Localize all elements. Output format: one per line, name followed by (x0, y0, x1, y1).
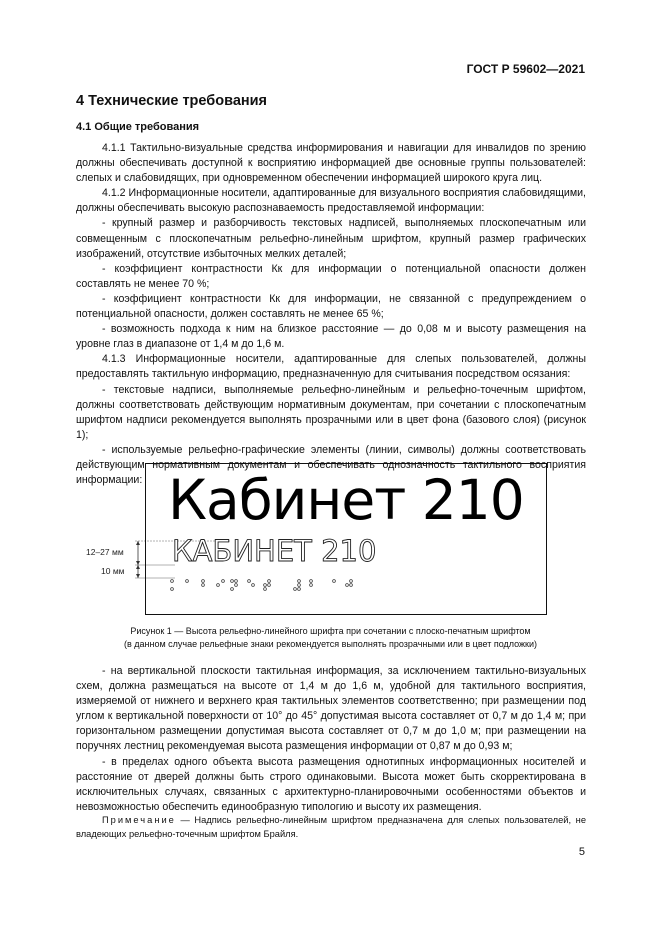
list-item: - возможность подхода к ним на близкое расстояние — до 0,08 м и высоту размещения на уровне глаз в диапазоне от 1,4 м до 1,6 м. (76, 323, 586, 351)
note-text: — Надпись рельефно-линейным шрифтом предназначена для слепых пользователей, не владеющих рельефно-точечным шрифтом Брайля. (76, 815, 586, 839)
body-text-bottom (76, 664, 586, 815)
list-item: - на вертикальной плоскости тактильная информация, за исключением тактильно-визуальных схем, должна размещаться на высоте от 1,4 м до 1,6 м, удобной для тактильного восприятия, измеряемой от нижнего и верхнего края тактильных элементов соответственно; при размещении под углом к вертикальной поверхности от 10° до 45° допустимая высота составляет от 0,7 м до 1,4 м; при горизонтальном размещении допустимая высота составляет от 0,7 м до 1,0 м; при размещении на поручнях лестниц рекомендуемая высота размещения информации от 0,87 м до 0,93 м; (76, 665, 586, 753)
paragraph-4-1-1: 4.1.1 Тактильно-визуальные средства информирования и навигации для инвалидов по зрению должны обеспечивать доступной к восприятию информацией две основные группы пользователей: слепых и слабовидящих, при одновременном обеспечении информацией широкого круга лиц. (76, 142, 586, 185)
list-item: - коэффициент контрастности Кк для информации о потенциальной опасности должен составлять не менее 70 %; (76, 262, 586, 290)
list-item: - в пределах одного объекта высота размещения однотипных информационных носителей и расстояние от дверей должны быть строго одинаковыми. Высота может быть скорректирована в исключительных случаях, связанных с архитектурно-планировочными особенностями объектов и невозможностью обеспечить единообразную типологию и высоту их размещения. (76, 755, 586, 813)
document-code: ГОСТ Р 59602—2021 (466, 62, 585, 76)
list-item: - текстовые надписи, выполняемые рельефно-линейным и рельефно-точечным шрифтом, должны соответствовать действующим нормативным документам, при сочетании с плоскопечатным шрифтом надписи рекомендуется выполнять прозрачными или в цвет фона (базового слоя) (рисунок 1); (76, 383, 586, 441)
caption-line-1: Рисунок 1 — Высота рельефно-линейного шрифта при сочетании с плоско-печатным шрифтом (130, 626, 531, 636)
sign-plain-text: Кабинет 210 (168, 468, 524, 532)
dimension-label-upper: 12–27 мм (86, 547, 124, 557)
subsection-title: 4.1 Общие требования (76, 121, 200, 133)
note-label: Примечание (102, 815, 176, 825)
braille-dots (146, 464, 546, 614)
page-number: 5 (578, 846, 585, 858)
paragraph-4-1-3: 4.1.3 Информационные носители, адаптированные для слепых пользователей, должны предоставлять тактильную информацию, предназначенную для считывания посредством осязания: (76, 353, 586, 381)
list-item: - коэффициент контрастности Кк для информации, не связанной с предупреждением о потенциальной опасности, должен составлять не менее 65 %; (76, 292, 586, 321)
caption-line-2: (в данном случае рельефные знаки рекомендуется выполнять прозрачными или в цвет подложки) (124, 639, 537, 649)
sign-relief-text: КАБИНЕТ 210 (172, 534, 377, 568)
note (76, 814, 586, 841)
dimension-label-lower: 10 мм (101, 566, 125, 576)
section-title: 4 Технические требования (76, 93, 268, 109)
figure-sign-example (145, 463, 547, 615)
paragraph-4-1-2: 4.1.2 Информационные носители, адаптированные для визуального восприятия слабовидящими, должны обеспечивать высокую распознаваемость предоставляемой информации: (76, 187, 586, 215)
list-item: - крупный размер и разборчивость текстовых надписей, выполняемых плоскопечатным или совмещенным с плоскопечатным рельефно-линейным шрифтом, крупный размер графических изображений, отсутствие избыточных мелких деталей; (76, 217, 586, 260)
figure-caption (60, 625, 601, 651)
list-item: - используемые рельефно-графические элементы (линии, символы) должны соответствовать действующим нормативным документам и обеспечивать однозначность тактильного восприятия информации: (76, 443, 586, 487)
